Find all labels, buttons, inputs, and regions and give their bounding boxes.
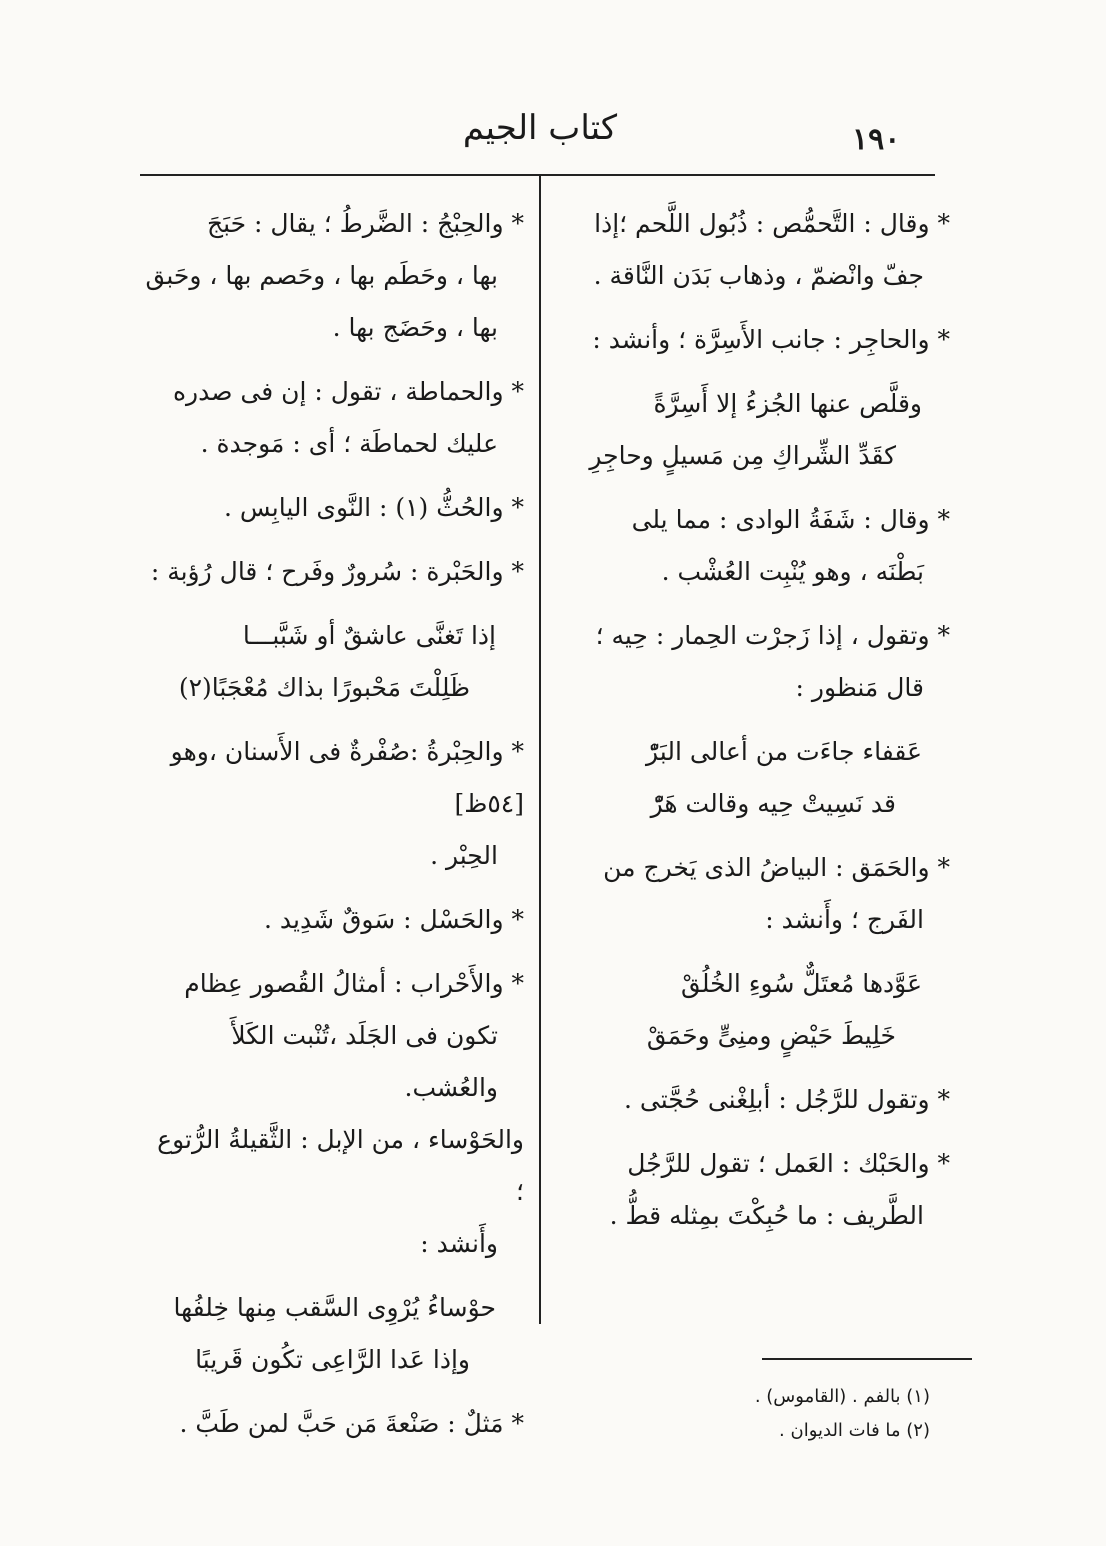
running-head-title: كتاب الجيم [462,108,618,148]
entry-hamata [142,366,524,470]
verse-hamaq [568,958,950,1062]
entry-line: قال مَنظور : [795,673,924,702]
page-number: ١٩٠ [852,122,901,157]
column-divider [539,176,541,1324]
verse-line: إذا تَغنَّى عاشقٌ أو شَبَّبـــا [242,621,496,650]
entry-habk [568,1138,950,1242]
verse-line: كقَدِّ الشِّراكِ مِن مَسيلٍ وحاجِرِ [589,441,896,470]
entry-hajir [568,314,950,366]
entry-line: * وتقول للرَّجُل : أبلِغْنى حُجَّتى . [624,1085,950,1114]
entry-line: * مَثلٌ : صَنْعةَ مَن حَبَّ لمن طَبَّ . [179,1409,524,1438]
entry-line: * والحِبْرةُ :صُفْرةٌ فى الأَسنان ،وهو [٥٤ظ] [170,737,524,818]
entry-hibj [142,198,524,354]
footnote-rule [762,1358,972,1360]
header-rule [140,174,935,176]
right-column [568,198,950,1254]
entry-line: * والحَسْل : سَوقٌ شَدِيد . [263,905,524,934]
entry-hih [568,610,950,714]
entry-line: عليك لحماطَة ؛ أى : مَوجدة . [200,429,498,458]
entry-shafat-alwadi [568,494,950,598]
entry-tahammus [568,198,950,302]
left-column [142,198,524,1462]
verse-line: وقلَّص عنها الجُزءُ إلا أَسِرَّةً [653,389,922,418]
footnotes [600,1380,930,1448]
footnote-1: (١) بالفم . (القاموس) . [754,1386,930,1407]
verse-line: حوْساءُ يُرْوِى السَّقب مِنها خِلفُها [173,1293,496,1322]
entry-line: والحَوْساء ، من الإبل : الثَّقيلةُ الرُّتوع ؛ [157,1125,524,1206]
entry-line: بها ، وحَطَم بها ، وحَصم بها ، وحَبق [145,261,498,290]
entry-line: * والحاجِر : جانب الأَسِرَّة ؛ وأنشد : [592,325,950,354]
verse-line: عَقفاء جاءَت من أعالى البَرّْ [646,737,922,766]
verse-line: ظَلِلْتَ مَحْبورًا بذاك مُعْجَبًا(٢) [178,673,470,702]
entry-line: الحِبْر . [430,841,498,870]
entry-line: وأَنشد : [420,1229,498,1258]
entry-line: تكون فى الجَلَد ،تُنْبت الكَلأَ والعُشب. [231,1021,498,1102]
entry-hibra [142,726,524,882]
entry-hutt [142,482,524,534]
entry-line: الفَرج ؛ وأَنشد : [765,905,924,934]
entry-line: * والأَحْراب : أمثالُ القُصور عِظام [184,969,524,998]
entry-line: * والحَبْك : العَمل ؛ تقول للرَّجُل [627,1149,950,1178]
entry-hujjati [568,1074,950,1126]
entry-line: * والحِبْجُ : الضَّرطُ ؛ يقال : حَبَجَ [206,209,524,238]
entry-ahrab [142,958,524,1270]
verse-line: عَوَّدها مُعتَلٌّ سُوءِ الخُلُقْ [681,969,922,998]
entry-line: جفّ وانْضمّ ، وذهاب بَدَن النَّاقة . [593,261,924,290]
entry-line: * والحَبْرة : سُرورٌ وفَرح ؛ قال رُؤبة : [150,557,524,586]
entry-mathal [142,1398,524,1450]
entry-line: بَطْنَه ، وهو يُنْبِت العُشْب . [661,557,924,586]
verse-ruba [142,610,524,714]
entry-line: بها ، وحَضَج بها . [332,313,498,342]
entry-line: الطَّريف : ما حُبِكْتَ بمِثله قطُّ . [609,1201,924,1230]
verse-line: خَلِيطَ حَيْضٍ ومنِىٍّ وحَمَقْ [646,1021,896,1050]
verse-hajir [568,378,950,482]
verse-hawsa [142,1282,524,1386]
verse-manzur [568,726,950,830]
entry-line: * والحماطة ، تقول : إن فى صدره [172,377,524,406]
entry-line: * وقال : التَّحمُّص : ذُبُول اللَّحم ؛إذا [594,209,950,238]
entry-hamaq [568,842,950,946]
entry-line: * وتقول ، إذا زَجرْت الحِمار : حِيه ؛ [595,621,950,650]
entry-habra [142,546,524,598]
entry-hasl [142,894,524,946]
verse-line: قد نَسِيتْ حِيه وقالت هَرّْ [650,789,896,818]
entry-line: * والحُثُّ (١) : النَّوى اليابِس . [224,493,524,522]
entry-line: * والحَمَق : البياضُ الذى يَخرج من [603,853,950,882]
entry-line: * وقال : شَفَةُ الوادى : مما يلى [631,505,950,534]
verse-line: وإذا عَدا الرَّاعِى تكُون قَريبًا [195,1345,470,1374]
footnote-2: (٢) ما فات الديوان . [779,1420,930,1441]
